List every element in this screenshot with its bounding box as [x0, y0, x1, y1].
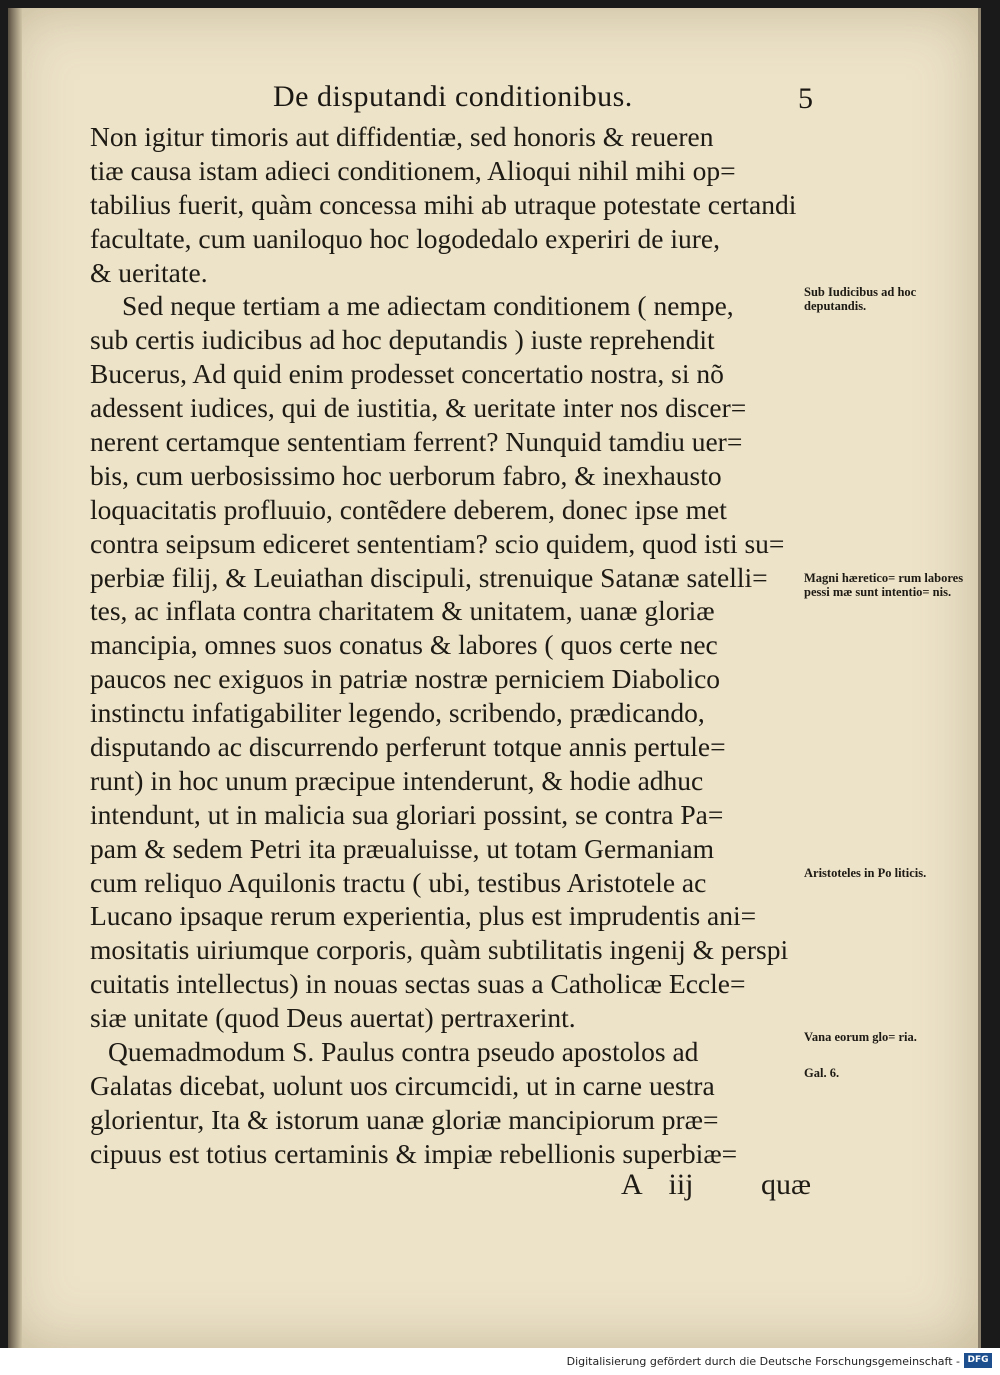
- marginal-note: Aristoteles in Po liticis.: [804, 866, 927, 880]
- text-line: tabilius fuerit, quàm concessa mihi ab utraque potestate certandi: [90, 188, 797, 220]
- text-line: sub certis iudicibus ad hoc deputandis ) iuste reprehendit: [90, 324, 715, 356]
- text-line: runt) in hoc unum præcipue intenderunt, & hodie adhuc: [90, 764, 704, 796]
- text-line: Galatas dicebat, uolunt uos circumcidi, ut in carne uestra: [90, 1069, 715, 1101]
- text-line: cipuus est totius certaminis & impiæ rebellionis superbiæ=: [90, 1137, 738, 1169]
- text-line: bis, cum uerbosissimo hoc uerborum fabro, & inexhausto: [90, 459, 722, 491]
- text-line: Lucano ipsaque rerum experientia, plus est imprudentis ani=: [90, 900, 757, 932]
- text-line: Sed neque tertiam a me adiectam conditionem ( nempe,: [122, 290, 734, 322]
- book-page: [8, 8, 981, 1348]
- marginal-note: Sub Iudicibus ad hoc deputandis.: [804, 285, 917, 313]
- text-line: disputando ac discurrendo perferunt totque annis pertule=: [90, 731, 726, 763]
- running-head: De disputandi conditionibus.: [273, 80, 633, 113]
- text-line: adessent iudices, qui de iustitia, & ueritate inter nos discer=: [90, 392, 747, 424]
- text-line: mositatis uiriumque corporis, quàm subtilitatis ingenij & perspi: [90, 934, 789, 966]
- body-text: [90, 120, 820, 1171]
- text-line: tiæ causa istam adieci conditionem, Alioqui nihil mihi op=: [90, 154, 736, 186]
- marginal-note: Gal. 6.: [804, 1066, 840, 1080]
- page-gutter: [8, 8, 22, 1348]
- text-line: Non igitur timoris aut diffidentiæ, sed honoris & reueren: [90, 121, 714, 152]
- footer-bar: [0, 1348, 1000, 1375]
- text-line: perbiæ filij, & Leuiathan discipuli, strenuique Satanæ satelli=: [90, 561, 768, 593]
- marginal-note: Magni hæretico= rum labores pessi mæ sunt intentio= nis.: [804, 571, 964, 599]
- text-line: intendunt, ut in malicia sua gloriari possint, se contra Pa=: [90, 798, 724, 830]
- text-line: loquacitatis profluuio, contẽdere deberem, donec ipse met: [90, 493, 727, 525]
- text-line: nerent certamque sententiam ferrent? Nunquid tamdiu uer=: [90, 426, 743, 458]
- text-line: contra seipsum ediceret sententiam? scio quidem, quod isti su=: [90, 527, 785, 559]
- text-line: mancipia, omnes suos conatus & labores ( quos certe nec: [90, 629, 718, 661]
- text-line: cum reliquo Aquilonis tractu ( ubi, testibus Aristotele ac: [90, 866, 707, 898]
- footer-credit: Digitalisierung gefördert durch die Deutsche Forschungsgemeinschaft -: [566, 1355, 960, 1368]
- dfg-logo-icon[interactable]: DFG: [964, 1353, 992, 1368]
- text-line: instinctu infatigabiliter legendo, scribendo, prædicando,: [90, 697, 705, 729]
- text-line: Bucerus, Ad quid enim prodesset concertatio nostra, si nõ: [90, 358, 724, 390]
- text-line: paucos nec exiguos in patriæ nostræ perniciem Diabolico: [90, 663, 721, 695]
- text-line: Quemadmodum S. Paulus contra pseudo apostolos ad: [108, 1036, 699, 1068]
- text-line: cuitatis intellectus) in nouas sectas suas a Catholicæ Eccle=: [90, 968, 746, 1000]
- signature-text: A iij: [621, 1168, 694, 1201]
- text-line: pam & sedem Petri ita præualuisse, ut totam Germaniam: [90, 832, 714, 864]
- text-line: siæ unitate (quod Deus auertat) pertraxerint.: [90, 1002, 576, 1034]
- marginal-note: Vana eorum glo= ria.: [804, 1030, 917, 1044]
- signature-mark: [621, 1168, 811, 1202]
- text-line: facultate, cum uaniloquo hoc logodedalo experiri de iure,: [90, 222, 720, 254]
- text-line: tes, ac inflata contra charitatem & unitatem, uanæ gloriæ: [90, 595, 715, 627]
- page-number: 5: [798, 82, 813, 115]
- catchword: quæ: [761, 1168, 812, 1201]
- text-line: glorientur, Ita & istorum uanæ gloriæ mancipiorum præ=: [90, 1103, 719, 1135]
- text-line: & ueritate.: [90, 256, 208, 288]
